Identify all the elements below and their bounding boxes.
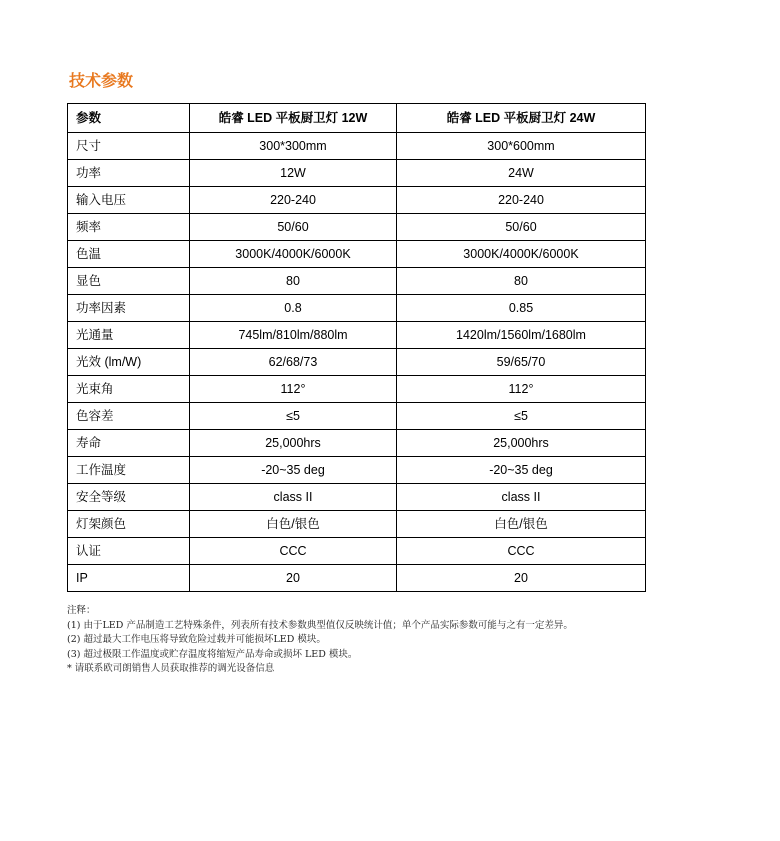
value-12w-cell: CCC <box>190 538 397 565</box>
value-12w-cell: 50/60 <box>190 214 397 241</box>
value-12w-cell: 62/68/73 <box>190 349 397 376</box>
param-name-cell: 功率因素 <box>68 295 190 322</box>
table-row <box>68 457 646 484</box>
value-12w-cell: -20~35 deg <box>190 457 397 484</box>
param-name-cell: 灯架颜色 <box>68 511 190 538</box>
value-24w-cell: class II <box>397 484 646 511</box>
table-row <box>68 214 646 241</box>
value-12w-cell: class II <box>190 484 397 511</box>
param-name-cell: 光束角 <box>68 376 190 403</box>
note-line: (3) 超过极限工作温度或贮存温度将缩短产品寿命或损坏 LED 模块。 <box>67 648 358 660</box>
table-row <box>68 133 646 160</box>
table-row <box>68 322 646 349</box>
param-name-cell: IP <box>68 565 190 592</box>
table-row <box>68 160 646 187</box>
table-row <box>68 538 646 565</box>
value-12w-cell: 220-240 <box>190 187 397 214</box>
value-24w-cell: 25,000hrs <box>397 430 646 457</box>
table-row <box>68 295 646 322</box>
note-line: (1) 由于LED 产品制造工艺特殊条件，列表所有技术参数典型值仅反映统计值；单个产品实际参数可能与之有一定差异。 <box>67 619 573 631</box>
note-line: * 请联系欧司朗销售人员获取推荐的调光设备信息 <box>67 663 275 674</box>
table-row <box>68 430 646 457</box>
param-name-cell: 安全等级 <box>68 484 190 511</box>
value-24w-cell: 112° <box>397 376 646 403</box>
table-row <box>68 268 646 295</box>
value-24w-cell: 白色/银色 <box>397 511 646 538</box>
value-24w-cell: ≤5 <box>397 403 646 430</box>
param-name-cell: 色容差 <box>68 403 190 430</box>
param-name-cell: 输入电压 <box>68 187 190 214</box>
header-parameter: 参数 <box>68 104 190 133</box>
value-24w-cell: 20 <box>397 565 646 592</box>
value-12w-cell: 3000K/4000K/6000K <box>190 241 397 268</box>
table-row <box>68 511 646 538</box>
section-title: 技术参数 <box>69 71 134 90</box>
value-12w-cell: 300*300mm <box>190 133 397 160</box>
value-24w-cell: -20~35 deg <box>397 457 646 484</box>
value-12w-cell: ≤5 <box>190 403 397 430</box>
table-row <box>68 565 646 592</box>
value-24w-cell: 300*600mm <box>397 133 646 160</box>
param-name-cell: 寿命 <box>68 430 190 457</box>
value-24w-cell: 24W <box>397 160 646 187</box>
header-12w: 皓睿 LED 平板厨卫灯 12W <box>190 104 397 133</box>
value-12w-cell: 112° <box>190 376 397 403</box>
param-name-cell: 光通量 <box>68 322 190 349</box>
value-24w-cell: 1420lm/1560lm/1680lm <box>397 322 646 349</box>
spec-table <box>67 103 646 592</box>
header-24w: 皓睿 LED 平板厨卫灯 24W <box>397 104 646 133</box>
param-name-cell: 认证 <box>68 538 190 565</box>
value-24w-cell: 3000K/4000K/6000K <box>397 241 646 268</box>
notes-lines <box>67 619 573 677</box>
notes-section <box>67 604 573 677</box>
value-12w-cell: 12W <box>190 160 397 187</box>
notes-heading: 注释： <box>67 605 96 616</box>
table-row <box>68 187 646 214</box>
table-row <box>68 241 646 268</box>
value-12w-cell: 80 <box>190 268 397 295</box>
value-24w-cell: 220-240 <box>397 187 646 214</box>
value-12w-cell: 745lm/810lm/880lm <box>190 322 397 349</box>
param-name-cell: 色温 <box>68 241 190 268</box>
value-12w-cell: 白色/银色 <box>190 511 397 538</box>
table-header-row <box>68 104 646 133</box>
table-row <box>68 484 646 511</box>
note-line: (2) 超过最大工作电压将导致危险过载并可能损坏LED 模块。 <box>67 634 326 645</box>
value-24w-cell: 59/65/70 <box>397 349 646 376</box>
table-body <box>68 133 646 592</box>
table-row <box>68 376 646 403</box>
param-name-cell: 光效 (lm/W) <box>68 349 190 376</box>
table-row <box>68 403 646 430</box>
value-24w-cell: 0.85 <box>397 295 646 322</box>
param-name-cell: 功率 <box>68 160 190 187</box>
param-name-cell: 显色 <box>68 268 190 295</box>
table-row <box>68 349 646 376</box>
value-24w-cell: 50/60 <box>397 214 646 241</box>
value-12w-cell: 25,000hrs <box>190 430 397 457</box>
param-name-cell: 频率 <box>68 214 190 241</box>
value-12w-cell: 20 <box>190 565 397 592</box>
param-name-cell: 尺寸 <box>68 133 190 160</box>
param-name-cell: 工作温度 <box>68 457 190 484</box>
value-12w-cell: 0.8 <box>190 295 397 322</box>
value-24w-cell: CCC <box>397 538 646 565</box>
value-24w-cell: 80 <box>397 268 646 295</box>
